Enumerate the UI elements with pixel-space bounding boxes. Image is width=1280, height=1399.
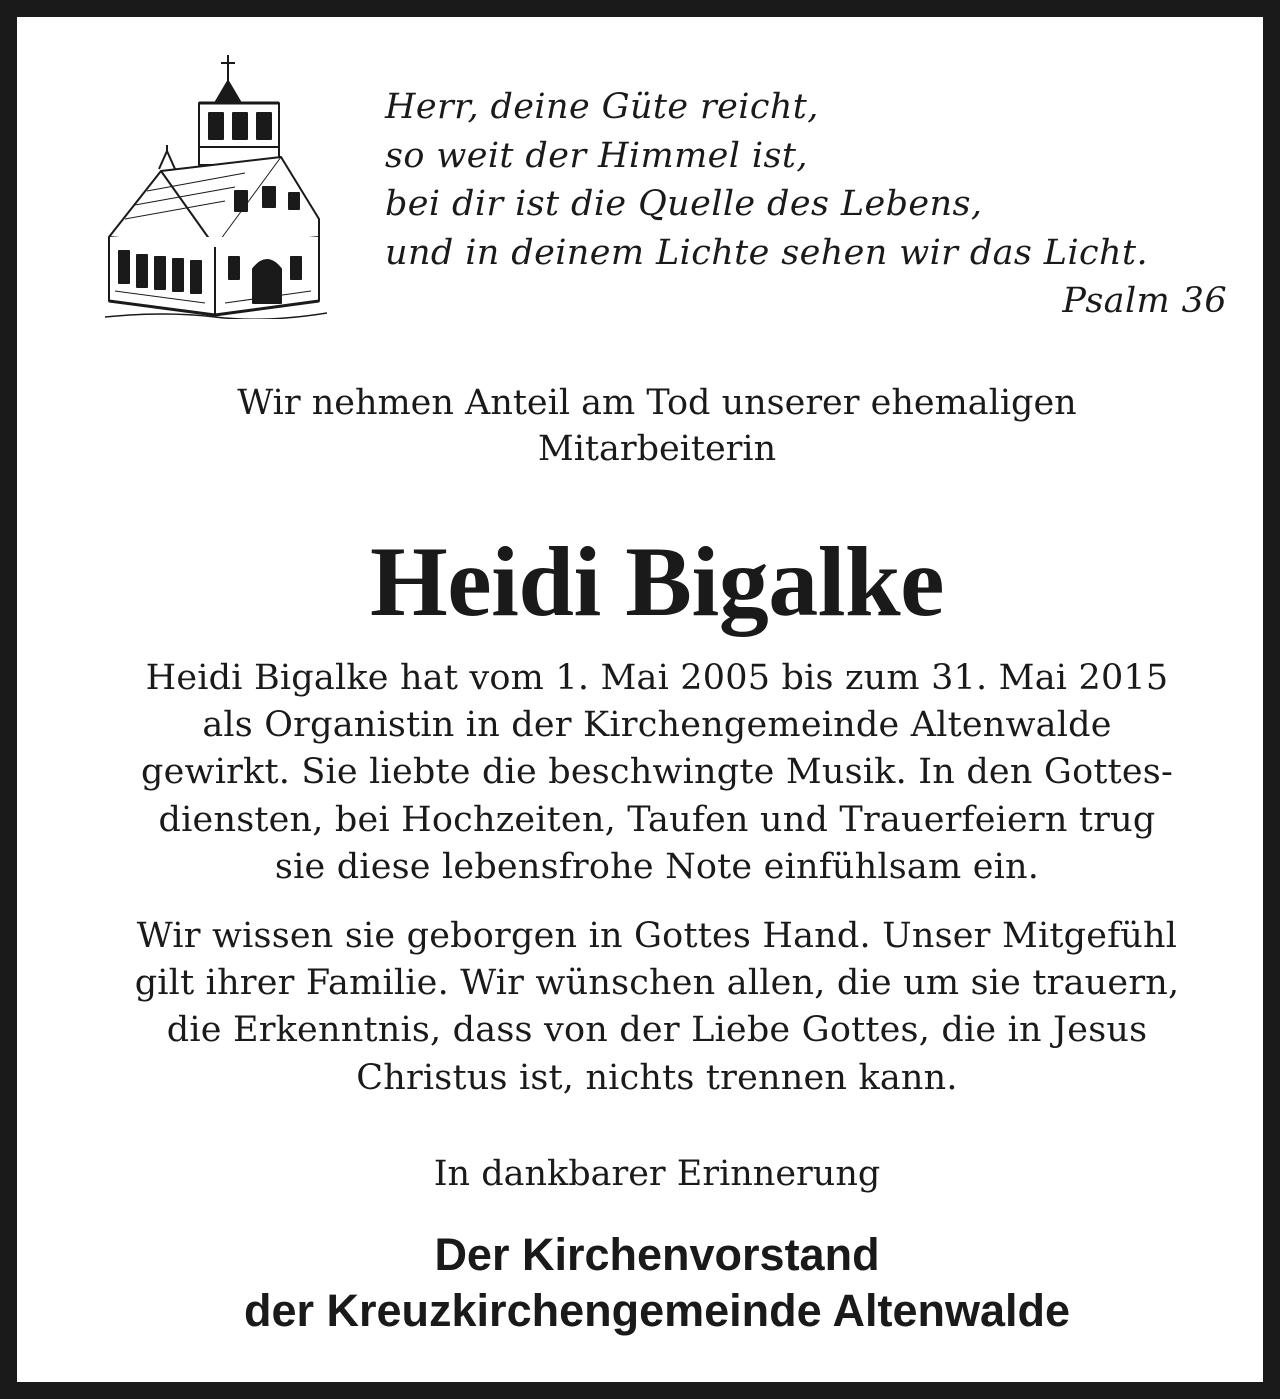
signature-line: Der Kirchenvorstand: [434, 1229, 880, 1280]
paragraph-line: Christus ist, nichts trennen kann.: [356, 1057, 958, 1098]
paragraph-line: diensten, bei Hochzeiten, Taufen und Trauerfeiern trug: [158, 799, 1156, 840]
verse-line: bei dir ist die Quelle des Lebens,: [385, 184, 983, 224]
verse-line: Herr, deine Güte reicht,: [385, 87, 819, 127]
signature-line: der Kreuzkirchengemeinde Altenwalde: [243, 1285, 1071, 1336]
paragraph-line: Heidi Bigalke hat vom 1. Mai 2005 bis zum 31. Mai 2015: [145, 658, 1169, 698]
paragraph-line: als Organistin in der Kirchengemeinde Altenwalde: [202, 705, 1112, 746]
paragraph-line: die Erkenntnis, dass von der Liebe Gottes, die in Jesus: [166, 1010, 1148, 1051]
paragraph-line: Wir wissen sie geborgen in Gottes Hand. Unser Mitgefühl: [136, 916, 1178, 956]
intro-text: [57, 380, 1257, 472]
condolence-paragraph: [57, 913, 1257, 1102]
signature: [57, 1227, 1257, 1339]
intro-line: Mitarbeiterin: [537, 429, 777, 469]
tribute-paragraph: [57, 655, 1257, 891]
verse-line: so weit der Himmel ist,: [385, 135, 808, 176]
paragraph-line: sie diese lebensfrohe Note einfühlsam ein.: [274, 846, 1040, 887]
verse-line: und in deinem Lichte sehen wir das Licht.: [385, 232, 1148, 273]
intro-line: Wir nehmen Anteil am Tod unserer ehemaligen: [237, 383, 1077, 423]
verse-source: Psalm 36: [1062, 281, 1227, 321]
paragraph-line: gilt ihrer Familie. Wir wünschen allen, die um sie trauern,: [134, 963, 1180, 1004]
psalm-verse: [385, 83, 1227, 326]
paragraph-line: gewirkt. Sie liebte die beschwingte Musik. In den Gottes-: [141, 752, 1173, 793]
closing-phrase: In dankbarer Erinnerung: [433, 1154, 881, 1194]
deceased-name: Heidi Bigalke: [369, 526, 945, 637]
church-drawing-icon: [105, 51, 327, 319]
